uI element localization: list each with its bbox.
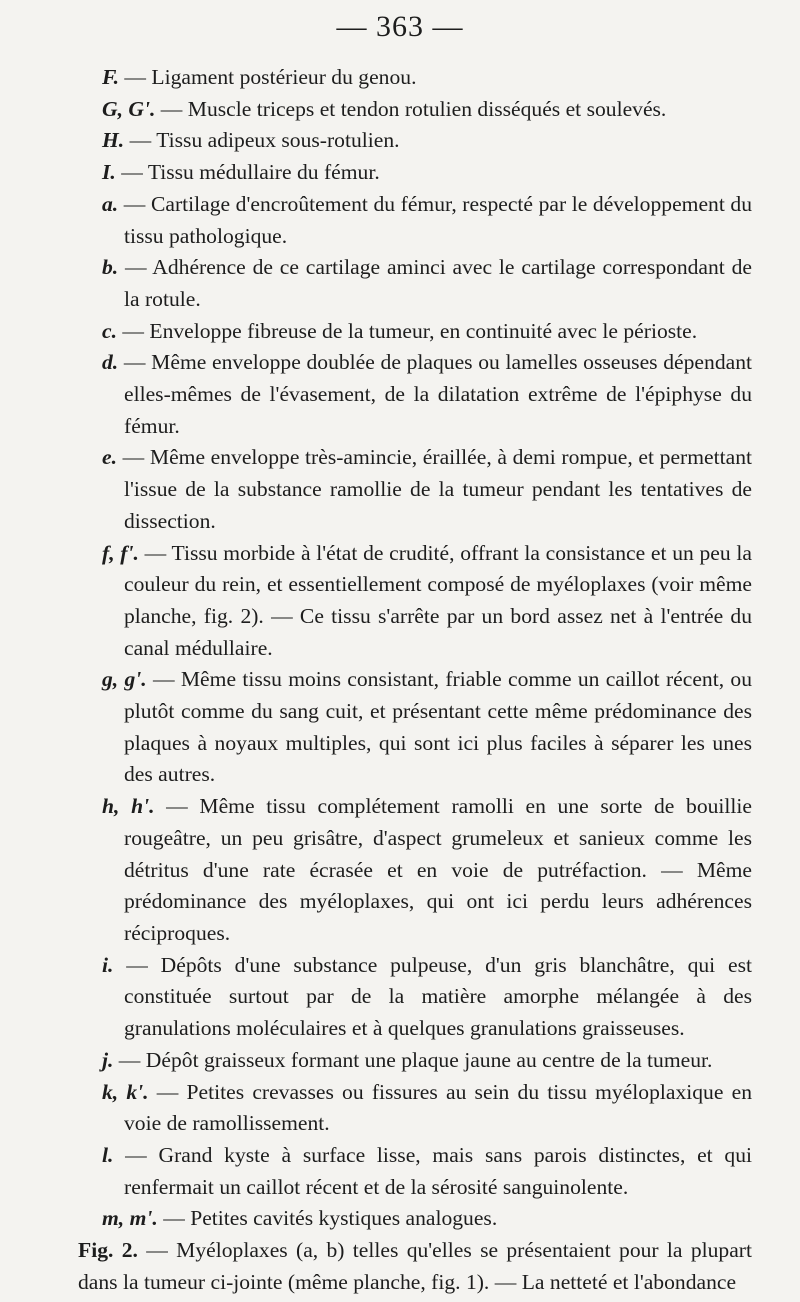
legend-entry-h — [102, 125, 752, 157]
legend-entry-h-lower — [102, 791, 752, 950]
legend-key: h, h'. — [102, 794, 155, 819]
legend-entry-g-lower — [102, 664, 752, 791]
legend-entry-b — [102, 252, 752, 315]
legend-description: — Tissu morbide à l'état de crudité, offrant la consistance et un peu la couleur du rein, et essentiellement composé de myéloplaxes (voir même planche, fig. 2). — Ce tissu s'arrête par un bord assez net à l'entrée du canal médullaire. — [124, 540, 752, 660]
legend-description: — Petites crevasses ou fissures au sein du tissu myéloplaxique en voie de ramollissement. — [124, 1079, 752, 1136]
legend-key: i. — [102, 952, 114, 977]
legend-key: H. — [102, 128, 125, 153]
legend-description: — Même enveloppe très-amincie, éraillée, à demi rompue, et permettant l'issue de la substance ramollie de la tumeur pendant les tentatives de dissection. — [116, 445, 752, 533]
legend-entry-j — [102, 1045, 752, 1077]
legend-entry-d — [102, 347, 752, 442]
legend-key: m, m'. — [102, 1206, 158, 1231]
legend-description: — Tissu médullaire du fémur. — [115, 160, 380, 185]
legend-key: j. — [102, 1047, 114, 1072]
legend-text — [78, 62, 753, 1298]
legend-entry-g — [102, 94, 752, 126]
legend-entry-l — [102, 1140, 752, 1203]
legend-entry-e — [102, 442, 752, 537]
legend-description: — Tissu adipeux sous-rotulien. — [124, 128, 400, 153]
legend-description: — Ligament postérieur du genou. — [119, 65, 417, 89]
legend-description: — Petites cavités kystiques analogues. — [157, 1206, 498, 1231]
legend-key: c. — [102, 318, 117, 343]
legend-key: F. — [102, 65, 120, 89]
legend-key: a. — [102, 191, 119, 216]
figure-caption — [78, 1235, 752, 1298]
legend-entry-i-lower — [102, 950, 752, 1045]
legend-key: e. — [102, 445, 117, 470]
legend-description: — Dépôts d'une substance pulpeuse, d'un gris blanchâtre, qui est constituée surtout par de la matière amorphe mélangée à des granulations moléculaires et à quelques granulations graisseuses. — [113, 952, 752, 1041]
legend-entry-f-lower — [102, 538, 752, 665]
legend-description: — Dépôt graisseux formant une plaque jaune au centre de la tumeur. — [113, 1047, 713, 1072]
legend-description: — Muscle triceps et tendon rotulien disséqués et soulevés. — [155, 96, 667, 121]
legend-description: — Adhérence de ce cartilage aminci avec le cartilage correspondant de la rotule. — [118, 255, 752, 311]
legend-key: d. — [102, 350, 119, 375]
page-number: — 363 — — [336, 10, 464, 43]
legend-entry-i-upper — [102, 157, 752, 189]
legend-entry-m — [102, 1203, 752, 1235]
legend-description: — Enveloppe fibreuse de la tumeur, en continuité avec le périoste. — [116, 318, 698, 343]
legend-description: — Même enveloppe doublée de plaques ou lamelles osseuses dépendant elles-mêmes de l'évasement, de la dilatation extrême de l'épiphyse du fémur. — [118, 350, 752, 438]
legend-key: b. — [102, 255, 119, 280]
legend-key: f, f'. — [102, 540, 139, 565]
legend-description: — Cartilage d'encroûtement du fémur, respecté par le développement du tissu pathologique. — [118, 191, 752, 248]
legend-key: g, g'. — [102, 667, 147, 692]
legend-key: k, k'. — [102, 1079, 149, 1104]
legend-key: I. — [102, 160, 116, 185]
figure-caption-text: — Myéloplaxes (a, b) telles qu'elles se présentaient pour la plupart dans la tumeur ci-jointe (même planche, fig. 1). — La netteté et l'abondance — [78, 1238, 752, 1294]
legend-key: G, G'. — [102, 96, 156, 121]
legend-entry-a — [102, 189, 752, 252]
legend-description: — Grand kyste à surface lisse, mais sans parois distinctes, et qui renfermait un caillot récent et de la sérosité sanguinolente. — [113, 1142, 752, 1199]
legend-key: l. — [102, 1142, 114, 1167]
legend-entry-f — [102, 62, 752, 94]
legend-description: — Même tissu moins consistant, friable comme un caillot récent, ou plutôt comme du sang cuit, et présentant cette même prédominance des plaques à noyaux multiples, qui sont ici plus faciles à séparer les unes des autres. — [124, 667, 752, 787]
figure-label: Fig. 2. — [78, 1238, 138, 1263]
legend-entry-k — [102, 1077, 752, 1140]
legend-entry-c — [102, 316, 752, 348]
legend-description: — Même tissu complétement ramolli en une sorte de bouillie rougeâtre, un peu grisâtre, d'aspect grumeleux et sanieux comme les détritus d'une rate écrasée et en voie de putréfaction. — Même prédominance des myéloplaxes, qui ont ici perdu leurs adhérences réciproques. — [124, 794, 753, 945]
